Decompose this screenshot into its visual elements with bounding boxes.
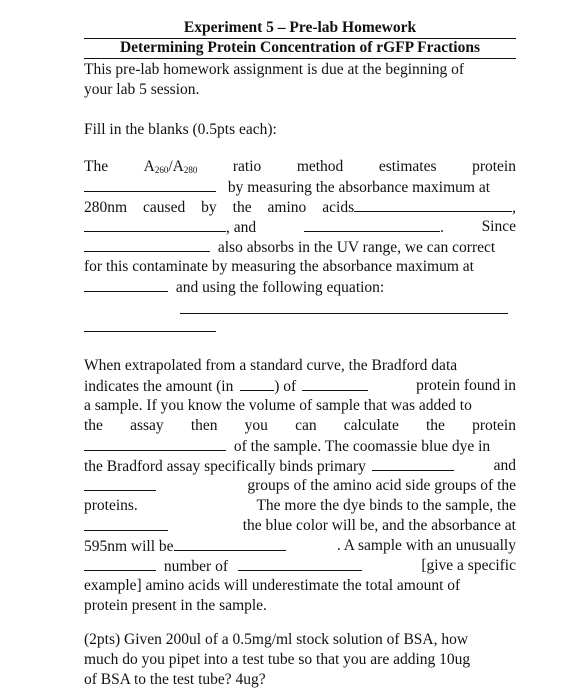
blank-5[interactable] bbox=[84, 237, 210, 252]
word: estimates bbox=[378, 158, 437, 175]
bradford-line-2: indicates the amount (in ) of protein found in bbox=[84, 377, 516, 395]
fill-line-5: also absorbs in the UV range, we can correct bbox=[84, 237, 516, 258]
fill-line-3: 280nm caused by the amino acids , bbox=[84, 199, 516, 216]
bsa-line-3: of BSA to the test tube? 4ug? bbox=[84, 671, 266, 688]
blank-10[interactable] bbox=[372, 456, 454, 471]
bradford-line-1: When extrapolated from a standard curve, the Bradford data bbox=[84, 357, 458, 374]
bradford-line-13: protein present in the sample. bbox=[84, 597, 267, 614]
blank-6[interactable] bbox=[84, 277, 168, 292]
fill-line-4: , and . Since bbox=[84, 217, 516, 238]
page-subtitle: Determining Protein Concentration of rGFP Fractions bbox=[119, 39, 481, 56]
blank-9[interactable] bbox=[84, 436, 226, 451]
page-title: Experiment 5 – Pre-lab Homework bbox=[183, 19, 417, 36]
blank-4[interactable] bbox=[304, 217, 440, 232]
intro-line-2: your lab 5 session. bbox=[84, 81, 200, 98]
fill-line-2: by measuring the absorbance maximum at bbox=[84, 177, 516, 198]
fill-line-7: and using the following equation: bbox=[84, 277, 516, 298]
intro-line-1: This pre-lab homework assignment is due at the beginning of bbox=[84, 61, 465, 78]
blank-12[interactable] bbox=[84, 516, 168, 531]
blank-2[interactable] bbox=[354, 197, 512, 212]
bsa-line-1: (2pts) Given 200ul of a 0.5mg/ml stock solution of BSA, how bbox=[84, 631, 469, 648]
word: ratio bbox=[232, 158, 262, 175]
blank-11[interactable] bbox=[84, 476, 156, 491]
bradford-line-6: the Bradford assay specifically binds primary and bbox=[84, 457, 516, 475]
fill-line-6: for this contaminate by measuring the absorbance maximum at bbox=[84, 258, 474, 275]
ratio-expression: $A_{260}/A_{280}$ bbox=[143, 158, 198, 175]
bradford-line-12: example] amino acids will underestimate the total amount of bbox=[84, 577, 461, 594]
blank-15[interactable] bbox=[238, 556, 362, 571]
subtitle-rule bbox=[84, 58, 516, 59]
bradford-line-3: a sample. If you know the volume of sample that was added to bbox=[84, 397, 472, 414]
bradford-line-8: proteins. The more the dye binds to the sample, the bbox=[84, 497, 516, 514]
fill-line-1 bbox=[84, 157, 516, 177]
word: method bbox=[296, 158, 344, 175]
equation-blank-2[interactable] bbox=[84, 331, 216, 332]
bradford-line-4: the assay then you can calculate the protein bbox=[84, 417, 516, 434]
bradford-line-11: number of [give a specific bbox=[84, 556, 516, 577]
bradford-line-9: the blue color will be, and the absorbance at bbox=[84, 516, 516, 537]
word: protein bbox=[472, 158, 516, 175]
fill-in-heading: Fill in the blanks (0.5pts each): bbox=[84, 121, 277, 138]
bradford-line-7: groups of the amino acid side groups of the bbox=[84, 476, 516, 497]
equation-blank[interactable] bbox=[180, 313, 508, 314]
blank-1[interactable] bbox=[84, 177, 216, 192]
bsa-line-2: much do you pipet into a test tube so that you are adding 10ug bbox=[84, 651, 471, 668]
bradford-line-5: of the sample. The coomassie blue dye in bbox=[84, 436, 516, 457]
blank-8[interactable] bbox=[302, 376, 368, 391]
bradford-line-10: 595nm will be . A sample with an unusually bbox=[84, 537, 516, 555]
blank-14[interactable] bbox=[84, 556, 156, 571]
blank-13[interactable] bbox=[174, 536, 286, 551]
word: The bbox=[84, 158, 109, 175]
blank-7[interactable] bbox=[240, 376, 274, 391]
blank-3[interactable] bbox=[84, 217, 226, 232]
